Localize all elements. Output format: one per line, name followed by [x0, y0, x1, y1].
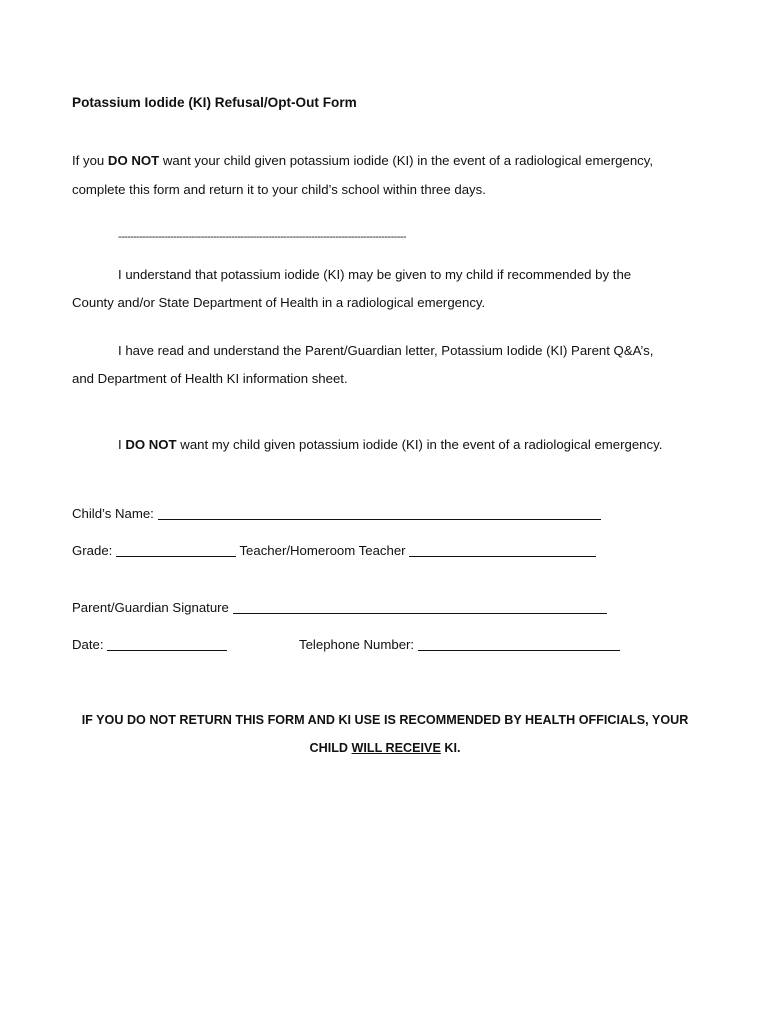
- telephone-label: Telephone Number:: [299, 637, 415, 652]
- signature-label: Parent/Guardian Signature: [72, 600, 229, 615]
- grade-row: [72, 541, 596, 558]
- separator-line: ----------------------------------------------------------------------------------------------: [118, 231, 406, 243]
- telephone-field[interactable]: [418, 637, 620, 651]
- warning-line-1: IF YOU DO NOT RETURN THIS FORM AND KI USE IS RECOMMENDED BY HEALTH OFFICIALS, YOUR: [81, 713, 689, 727]
- teacher-label: Teacher/Homeroom Teacher: [239, 543, 406, 558]
- intro-suffix: want your child given potassium iodide (KI) in the event of a radiological emergency,: [159, 153, 654, 168]
- date-label: Date:: [72, 637, 104, 652]
- statement-1-line-2: County and/or State Department of Health in a radiological emergency.: [72, 295, 486, 310]
- warning-line-2: [0, 741, 770, 755]
- signature-field[interactable]: [233, 600, 607, 614]
- statement-2-line-2: and Department of Health KI information sheet.: [72, 371, 348, 386]
- statement-3-suffix: want my child given potassium iodide (KI) in the event of a radiological emergency.: [176, 437, 663, 452]
- statement-3-prefix: I: [118, 437, 126, 452]
- intro-line-2: complete this form and return it to your child’s school within three days.: [72, 182, 486, 197]
- statement-3-emphasis: DO NOT: [125, 437, 177, 452]
- form-title: Potassium Iodide (KI) Refusal/Opt-Out Form: [72, 95, 357, 110]
- child-name-label: Child’s Name:: [72, 506, 154, 521]
- statement-3: [118, 437, 662, 452]
- telephone-row: [299, 635, 620, 652]
- child-name-field[interactable]: [158, 506, 601, 520]
- grade-label: Grade:: [72, 543, 113, 558]
- date-row: [72, 635, 227, 652]
- child-name-row: [72, 504, 601, 521]
- intro-prefix: If you: [72, 153, 108, 168]
- warning-underlined: WILL RECEIVE: [351, 741, 441, 755]
- intro-line-1: [72, 153, 653, 168]
- grade-field[interactable]: [116, 543, 236, 557]
- teacher-field[interactable]: [409, 543, 596, 557]
- statement-1-line-1: I understand that potassium iodide (KI) may be given to my child if recommended by the: [118, 267, 632, 282]
- statement-2-line-1: I have read and understand the Parent/Guardian letter, Potassium Iodide (KI) Parent Q&A’s,: [118, 343, 654, 358]
- intro-emphasis: DO NOT: [107, 153, 160, 168]
- warning-suffix: KI.: [440, 741, 461, 755]
- date-field[interactable]: [107, 637, 227, 651]
- warning-prefix: CHILD: [309, 741, 352, 755]
- signature-row: [72, 598, 607, 615]
